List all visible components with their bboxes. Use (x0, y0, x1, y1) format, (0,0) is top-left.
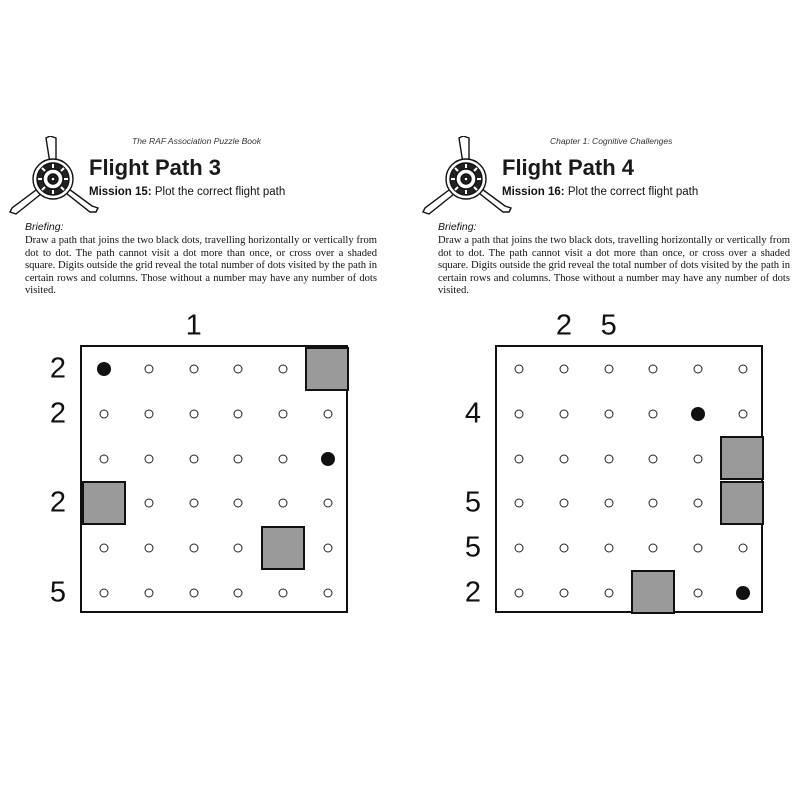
grid-dot[interactable] (604, 365, 613, 374)
grid-dot[interactable] (649, 544, 658, 553)
grid-dot[interactable] (560, 544, 569, 553)
grid-dot[interactable] (694, 365, 703, 374)
grid-dot[interactable] (560, 410, 569, 419)
page-title: Flight Path 3 (89, 155, 221, 180)
briefing-label: Briefing: (25, 221, 64, 233)
grid-dot[interactable] (515, 454, 524, 463)
propeller-icon (421, 136, 513, 218)
grid-dot[interactable] (279, 588, 288, 597)
puzzle-grid[interactable] (464, 309, 763, 613)
grid-dot[interactable] (694, 499, 703, 508)
grid-dot[interactable] (694, 544, 703, 553)
grid-dot[interactable] (234, 544, 243, 553)
grid-dot[interactable] (604, 544, 613, 553)
grid-dot[interactable] (738, 410, 747, 419)
row-clue: 2 (49, 397, 67, 430)
grid-dot[interactable] (604, 499, 613, 508)
grid-dot[interactable] (189, 588, 198, 597)
briefing-label: Briefing: (438, 221, 477, 233)
grid-dot[interactable] (604, 454, 613, 463)
grid-dot[interactable] (604, 588, 613, 597)
grid-dot[interactable] (279, 365, 288, 374)
grid-dot[interactable] (234, 588, 243, 597)
grid-dot[interactable] (189, 410, 198, 419)
right-page (413, 0, 800, 800)
row-clue: 2 (49, 486, 67, 519)
mission-number: Mission 15: (89, 186, 152, 198)
shaded-square (720, 436, 764, 480)
grid-dot[interactable] (515, 588, 524, 597)
row-clue: 5 (49, 576, 67, 609)
mission-line (502, 186, 698, 198)
row-clue: 2 (49, 352, 67, 385)
grid-dot[interactable] (323, 410, 332, 419)
grid-dot[interactable] (189, 454, 198, 463)
grid-dot[interactable] (100, 544, 109, 553)
grid-dot[interactable] (515, 544, 524, 553)
grid-dot[interactable] (738, 365, 747, 374)
grid-dot[interactable] (189, 499, 198, 508)
grid-dot[interactable] (649, 410, 658, 419)
grid-dot[interactable] (234, 454, 243, 463)
grid-dot[interactable] (560, 365, 569, 374)
grid-dot[interactable] (323, 588, 332, 597)
grid-dot[interactable] (323, 499, 332, 508)
grid-dot[interactable] (145, 588, 154, 597)
row-clue: 4 (464, 397, 482, 430)
row-clue: 5 (464, 486, 482, 519)
grid-dot[interactable] (560, 454, 569, 463)
grid-dot[interactable] (189, 544, 198, 553)
grid-dot[interactable] (234, 410, 243, 419)
mission-text: Plot the correct flight path (567, 186, 699, 198)
row-clue: 5 (464, 531, 482, 564)
grid-dot[interactable] (649, 454, 658, 463)
grid-dot[interactable] (100, 454, 109, 463)
page-title: Flight Path 4 (502, 155, 634, 180)
grid-dot[interactable] (323, 544, 332, 553)
column-clue: 2 (555, 309, 573, 342)
shaded-square (261, 526, 305, 570)
grid-dot[interactable] (694, 588, 703, 597)
running-head: Chapter 1: Cognitive Challenges (550, 136, 673, 146)
grid-dot[interactable] (649, 365, 658, 374)
propeller-icon (8, 136, 100, 218)
grid-dot[interactable] (279, 410, 288, 419)
grid-dot[interactable] (234, 365, 243, 374)
grid-dot[interactable] (738, 544, 747, 553)
mission-text: Plot the correct flight path (154, 186, 286, 198)
grid-dot[interactable] (515, 365, 524, 374)
grid-dot[interactable] (279, 454, 288, 463)
grid-dot[interactable] (649, 499, 658, 508)
briefing-text: Draw a path that joins the two black dots, travelling horizontally or vertically from dot to dot. The path cannot visit a dot more than once, or cross over a shaded square. Digits outside the grid reveal the total number of dots visited by the path in certain rows and columns. Those without a number may have any number of dots visited. (25, 235, 377, 296)
running-head: The RAF Association Puzzle Book (132, 136, 261, 146)
grid-dot[interactable] (604, 410, 613, 419)
black-dot[interactable] (97, 362, 111, 376)
grid-dot[interactable] (100, 410, 109, 419)
shaded-square (305, 347, 349, 391)
shaded-square (720, 481, 764, 525)
column-clue: 1 (185, 309, 202, 342)
black-dot[interactable] (321, 452, 335, 466)
mission-line (89, 186, 285, 198)
grid-dot[interactable] (279, 499, 288, 508)
briefing-text: Draw a path that joins the two black dots, travelling horizontally or vertically from dot to dot. The path cannot visit a dot more than once, or cross over a shaded square. Digits outside the grid reveal the total number of dots visited by the path in certain rows and columns. Those without a number may have any number of dots visited. (438, 235, 790, 296)
grid-dot[interactable] (100, 588, 109, 597)
mission-number: Mission 16: (502, 186, 565, 198)
row-clue: 2 (464, 576, 482, 609)
grid-dot[interactable] (560, 588, 569, 597)
grid-dot[interactable] (145, 499, 154, 508)
shaded-square (631, 570, 675, 614)
black-dot[interactable] (736, 586, 750, 600)
black-dot[interactable] (691, 407, 705, 421)
grid-dot[interactable] (145, 410, 154, 419)
grid-dot[interactable] (145, 544, 154, 553)
grid-dot[interactable] (694, 454, 703, 463)
column-clue: 5 (600, 309, 617, 342)
shaded-square (82, 481, 126, 525)
grid-dot[interactable] (234, 499, 243, 508)
grid-dot[interactable] (515, 410, 524, 419)
grid-dot[interactable] (560, 499, 569, 508)
grid-dot[interactable] (515, 499, 524, 508)
grid-dot[interactable] (145, 454, 154, 463)
grid-dot[interactable] (189, 365, 198, 374)
grid-dot[interactable] (145, 365, 154, 374)
puzzle-grid[interactable] (49, 309, 348, 613)
